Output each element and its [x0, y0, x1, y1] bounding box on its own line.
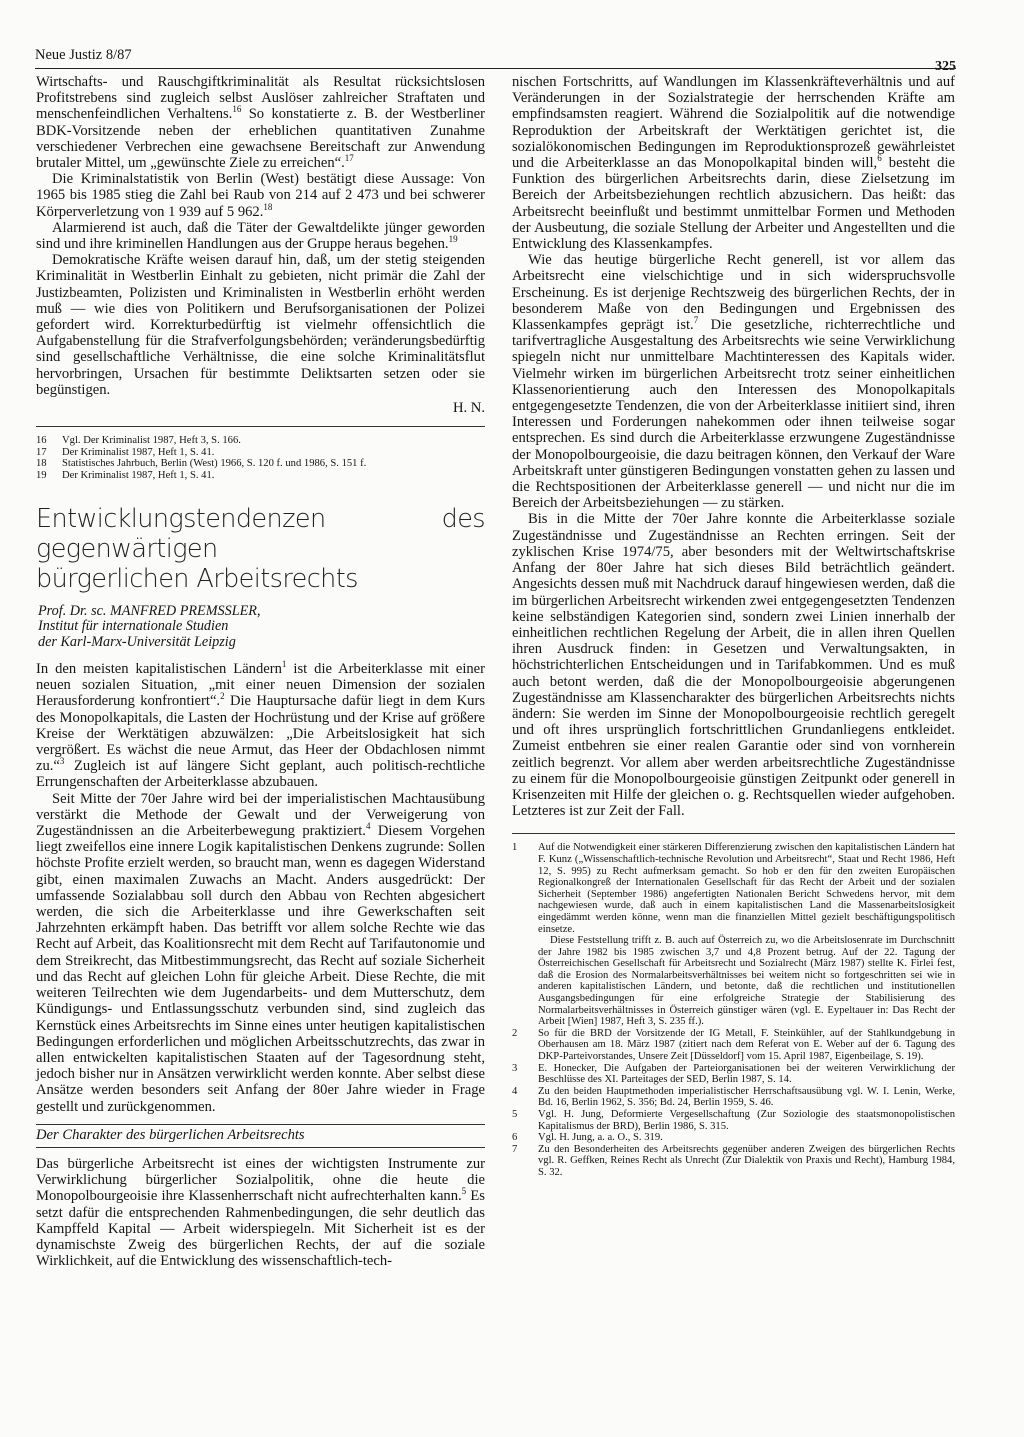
- paragraph: Wie das heutige bürgerliche Recht generell, ist vor allem das Arbeitsrecht eine vielschichtige und in sich widerspruchsvolle Erscheinung. Es ist derjenige Rechtszweig des bürgerlichen Rechts, der in besonderem Maße von den Bedingungen und Ergebnissen des Klassenkampfes geprägt ist.$^7$ Die gesetzliche, richterrechtliche und tarifvertragliche Ausgestaltung des Arbeitsrechts wie seine Verwirklichung spiegeln nicht nur unmittelbare Machtinteressen des Kapitals wider. Vielmehr wirken im bürgerlichen Arbeitsrecht trotz seiner einheitlichen Klassenorientierung auch den Interessen des Monopolkapitals entgegengesetzte Tendenzen, die von der Arbeiterklasse initiiert sind, ihren Interessen und Forderungen nahekommen oder ihnen teilweise sogar entsprechen. Es sind durch die Arbeiterklasse erzwungene Zugeständnisse der Monopolbourgeoisie, die dazu beitragen können, den Verkauf der Ware Arbeitskraft unter günstigeren Bedingungen vonstatten gehen zu lassen und die Rechtspositionen der Arbeiterklasse generell — und nicht nur die im Bereich der Arbeitsbeziehungen — zu stärken.: [512, 252, 956, 512]
- footnote: 6 Vgl. H. Jung, a. a. O., S. 319.: [512, 1132, 663, 1144]
- footnote-ref: 16: [232, 104, 242, 115]
- footnote-rule: [512, 833, 955, 834]
- footnote: 2 So für die BRD der Vorsitzende der IG Metall, F. Steinkühler, auf der Stahlkundgebung in Oberhausen am 18. März 1987 (zitiert nach dem Referat von E. Weber auf der 6. Tagung des DKP-Parteivorstandes, Unsere Zeit [Düsseldorf] vom 15. April 1987, Eigenbeilage, S. 19).: [512, 1027, 955, 1063]
- footnote: 7 Zu den Besonderheiten des Arbeitsrechts gegenüber anderen Zweigen des bürgerlichen Rechts vgl. R. Geffken, Reines Recht als Unrecht (Zur Dialektik von Praxis und Recht), Hamburg 1984, S. 32.: [512, 1143, 955, 1178]
- journal-header: Neue Justiz 8/87: [35, 47, 132, 63]
- header-rule: [35, 68, 956, 69]
- left-column: [36, 74, 485, 1269]
- author-name: Prof. Dr. sc. MANFRED PREMSSLER,: [38, 602, 261, 619]
- footnote-ref: 17: [344, 153, 354, 164]
- paragraph: Bis in die Mitte der 70er Jahre konnte die Arbeiterklasse soziale Zugeständnisse und Zugeständnisse an Rechten erringen. Seit der zyklischen Krise 1974/75, aber besonders mit der Weltwirtschaftskrise Anfang der 80er Jahre hat sich dieses Bild beträchtlich geändert. Angesichts dessen muß mit Nachdruck darauf hingewiesen werden, daß die im bürgerlichen Arbeitsrecht wirkenden zwei entgegengesetzten Tendenzen keine selbständigen Kategorien sind, sondern zwei Linien innerhalb der einheitlichen rechtlichen Regelung der Arbeit, die in allen ihren Quellen ihren Ausdruck finden: in Gesetzen und Verwaltungsakten, in höchstrichterlichen Entscheidungen und in Tarifabkommen. Und es muß auch betont werden, daß die der Monopolbourgeoisie abgerungenen Zugeständnisse am Klassencharakter des bürgerlichen Arbeitsrechts nichts ändern: Sie werden im Sinne der Monopolbourgeoisie rechtlich geregelt und oft ihres ursprünglich fortschrittlichen Grundanliegens entkleidet. Zumeist entbehren sie einer realen Garantie oder sind von vornherein zeitlich begrenzt. Vor allem aber werden arbeitsrechtliche Zugeständnisse zu einem für die Monopolbourgeoisie günstigen Zeitpunkt oder generell in Krisenzeiten mit Hilfe der gleichen o. g. Rechtsquellen wieder aufgehoben. Letzteres ist zur Zeit der Fall.: [512, 511, 955, 820]
- paragraph: nischen Fortschritts, auf Wandlungen im Klassenkräfteverhältnis und auf Veränderungen in der Sozialstrategie der herrschenden Kräfte am empfindsamsten reagiert. Während die Sozialpolitik auf die notwendige Reproduktion der Arbeitskraft der Werktätigen gerichtet ist, die sozialökonomischen Bedingungen im Reproduktionsprozeß gewährleistet und die Arbeiterklasse an das Monopolkapital binden will,$^6$ besteht die Funktion des bürgerlichen Arbeitsrechts darin, diese Zielsetzung im Bereich der Arbeitsbeziehungen rechtlich abzusichern. Das heißt: das Arbeitsrecht beeinflußt und bestimmt unmittelbar Formen und Methoden der Ausbeutung, die soziale Stellung der Arbeiter und Angestellten und die Entwicklung des Klassenkampfes.: [512, 74, 956, 253]
- footnote-continuation: Diese Feststellung trifft z. B. auch auf Österreich zu, wo die Arbeitslosenrate im Durchschnitt der Jahre 1982 bis 1985 zwischen 3,7 und 4,8 Prozent betrug. Auf der 22. Tagung der Österreichischen Gesellschaft für Arbeitsrecht und Sozialrecht (März 1987) stellte K. Firlei fest, daß die Erosion des Normalarbeitsverhältnisses bei weitem nicht so fortgeschritten sei wie in anderen kapitalistischen Ländern, und betonte, daß die rechtlichen und institutionellen Ausgangsbedingungen für eine erfolgreiche Strategie der Stabilisierung des Normalarbeitsverhältnisses in Österreich günstiger wären (vgl. E. Eypeltauer in: Das Recht der Arbeit [Wien] 1987, Heft 3, S. 235 ff.).: [538, 935, 955, 1028]
- footnote-rule: [36, 426, 485, 427]
- page-number: 325: [935, 59, 956, 74]
- footnote: 3 E. Honecker, Die Aufgaben der Parteiorganisationen bei der weiteren Verwirklichung der Beschlüsse des XI. Parteitages der SED, Berlin 1987, S. 14.: [512, 1062, 955, 1086]
- section-heading: Der Charakter des bürgerlichen Arbeitsrechts: [36, 1124, 485, 1148]
- article-title: Entwicklungstendenzen des gegenwärtigen bürgerlichen Arbeitsrechts: [36, 503, 485, 594]
- footnote-ref: 19: [448, 234, 458, 245]
- paragraph: In den meisten kapitalistischen Ländern$^1$ ist die Arbeiterklasse mit einer neuen sozialen Situation, „mit einer neuen Dimension der sozialen Herausforderung konfrontiert“.$^2$ Die Hauptursache dafür liegt in dem Kurs des Monopolkapitals, die Lasten der Hochrüstung und der Krise auf größere Kreise der Werktätigen abzuwälzen: „Die Arbeitslosigkeit hat sich vergrößert. Es wächst die neue Armut, das Heer der Obdachlosen nimmt zu.“$^3$ Zugleich ist auf längere Sicht geplant, auch politisch-rechtliche Errungenschaften der Arbeiterklasse abzubauen.: [36, 659, 486, 791]
- footnote: 17 Der Kriminalist 1987, Heft 1, S. 41.: [36, 446, 215, 458]
- footnote: 5 Vgl. H. Jung, Deformierte Vergesellschaftung (Zur Soziologie des staatsmonopolistischen Kapitalismus der BRD), Berlin 1986, S. 315.: [512, 1109, 955, 1132]
- footnote: 19 Der Kriminalist 1987, Heft 1, S. 41.: [36, 470, 215, 482]
- footnote: 4 Zu den beiden Hauptmethoden imperialistischer Herrschaftsausübung vgl. W. I. Lenin, Werke, Bd. 16, Berlin 1962, S. 356; Bd. 24, Berlin 1959, S. 46.: [512, 1085, 955, 1109]
- paragraph: Das bürgerliche Arbeitsrecht ist eines der wichtigsten Instrumente zur Verwirklichung bürgerlicher Sozialpolitik, ohne die heute die Monopolbourgeoisie ihre Klassenherrschaft nicht aufrechterhalten kann.$^5$ Es setzt dafür die entsprechenden Rahmenbedingungen, die sehr deutlich das Kampffeld Kapital — Arbeit widerspiegeln. Mit Sicherheit ist es der dynamischste Zweig des bürgerlichen Rechts, der auf die soziale Wirklichkeit, auf die Entwicklung des wissenschaftlich-tech-: [36, 1155, 485, 1270]
- author-initials: H. N.: [452, 400, 485, 417]
- paragraph: Demokratische Kräfte weisen darauf hin, daß, um der stetig steigenden Kriminalität in Westberlin Einhalt zu gebieten, nicht primär die Zahl der Justizbeamten, Polizisten und Kriminalisten in Westberlin erhöht werden muß — wie dies von Politikern und Berufsorganisationen der Polizei gefordert wird. Korrekturbedürftig ist vielmehr offensichtlich die Aufgabenstellung für die Strafverfolgungsbehörden; veränderungsbedürftig sind gesellschaftliche Verhältnisse, die eine solche Kriminalitätsflut hervorbringen, Ursachen für bestimmte Deliktsarten setzen oder sie begünstigen.: [36, 252, 485, 398]
- footnote: 18 Statistisches Jahrbuch, Berlin (West) 1966, S. 120 f. und 1986, S. 151 f.: [36, 458, 367, 470]
- paragraph: Alarmierend ist auch, daß die Täter der Gewaltdelikte jünger geworden sind und ihre kriminellen Handlungen aus der Gruppe heraus begehen.$^{19}$: [36, 219, 485, 253]
- paragraph: Die Kriminalstatistik von Berlin (West) bestätigt diese Aussage: Von 1965 bis 1985 stieg die Zahl bei Raub von 214 auf 2 473 und bei schwerer Körperverletzung von 1 939 auf 5 962.18: [36, 171, 485, 220]
- footnote-ref: 18: [263, 201, 273, 212]
- right-column: [512, 74, 955, 1179]
- paragraph: Wirtschafts- und Rauschgiftkriminalität als Resultat rücksichtslosen Profitstrebens sind zugleich selbst Auslöser zahlreicher Straftaten und menschenfeindlichen Verhaltens.$^{16}$ So konstatierte z. B. der Westberliner BDK-Vorsitzende neben der erheblichen quantitativen Zunahme verschiedener Verbrechen eine gewachsene Bereitschaft zur Anwendung brutaler Mittel, um „gewünschte Ziele zu erreichen“.$^{17}$: [36, 74, 485, 172]
- author-affiliation: Institut für internationale Studien: [38, 618, 229, 635]
- author-affiliation: der Karl-Marx-Universität Leipzig: [38, 634, 236, 651]
- paragraph: Seit Mitte der 70er Jahre wird bei der imperialistischen Machtausübung verstärkt die Methode der Gewalt und der Verweigerung von Zugeständnissen an die Arbeiterbewegung praktiziert.$^4$ Diesem Vorgehen liegt zweifellos eine innere Logik kapitalistischen Denkens zugrunde: Sollen höchste Profite erzielt werden, so braucht man, wenn es dagegen Widerstand gibt, einen maximalen Zuwachs an Macht. Anders ausgedrückt: Der umfassende Sozialabbau soll durch den Abbau von Rechten abgesichert werden, die sich die Arbeiterklasse und ihre Gewerkschaften seit Jahrzehnten erkämpft haben. Das betrifft vor allem solche Rechte wie das Recht auf Arbeit, das Koalitionsrecht mit dem Recht auf Tarifautonomie und dem Streikrecht, das Mitbestimmungsrecht, das Recht auf soziale Sicherheit und das Recht auf gleichen Lohn für gleiche Arbeit. Diese Rechte, die mit weiteren Teilrechten wie dem Jugendarbeits- und dem Mutterschutz, dem Kündigungs- und Entlassungsschutz verbunden sind, sind zugleich das Kernstück eines Arbeitsrechts im Sinne eines unter heutigen kapitalistischen Bedingungen erforderlichen und möglichen Arbeitsschutzrechts, das zwar in allen entwickelten kapitalistischen Staaten auf der Tagesordnung steht, jedoch bisher nur in Ansätzen verwirklicht werden konnte. Aber selbst diese Ansätze werden besonders seit Anfang der 80er Jahre wieder in Frage gestellt und zurückgenommen.: [36, 790, 485, 1115]
- footnote: 1 Auf die Notwendigkeit einer stärkeren Differenzierung zwischen den kapitalistischen Ländern hat F. Kunz („Wissenschaftlich-technische Revolution und Arbeitsrecht“, Staat und Recht 1986, Heft 12, S. 995) zu Recht aufmerksam gemacht. So hob er den für den zweiten Europäischen Regionalkongreß der Internationalen Gesellschaft für das Recht der Arbeit und der sozialen Sicherheit (September 1986) angefertigten Nationalen Bericht Schwedens hervor, mit dem nachgewiesen wurde, daß auch in einem kapitalistischen Land die Massenarbeitslosigkeit eingedämmt werden könne, wenn man die finanziellen Mittel gezielt beschäftigungspolitisch einsetze.: [512, 842, 955, 935]
- footnote: 16 Vgl. Der Kriminalist 1987, Heft 3, S. 166.: [36, 435, 241, 447]
